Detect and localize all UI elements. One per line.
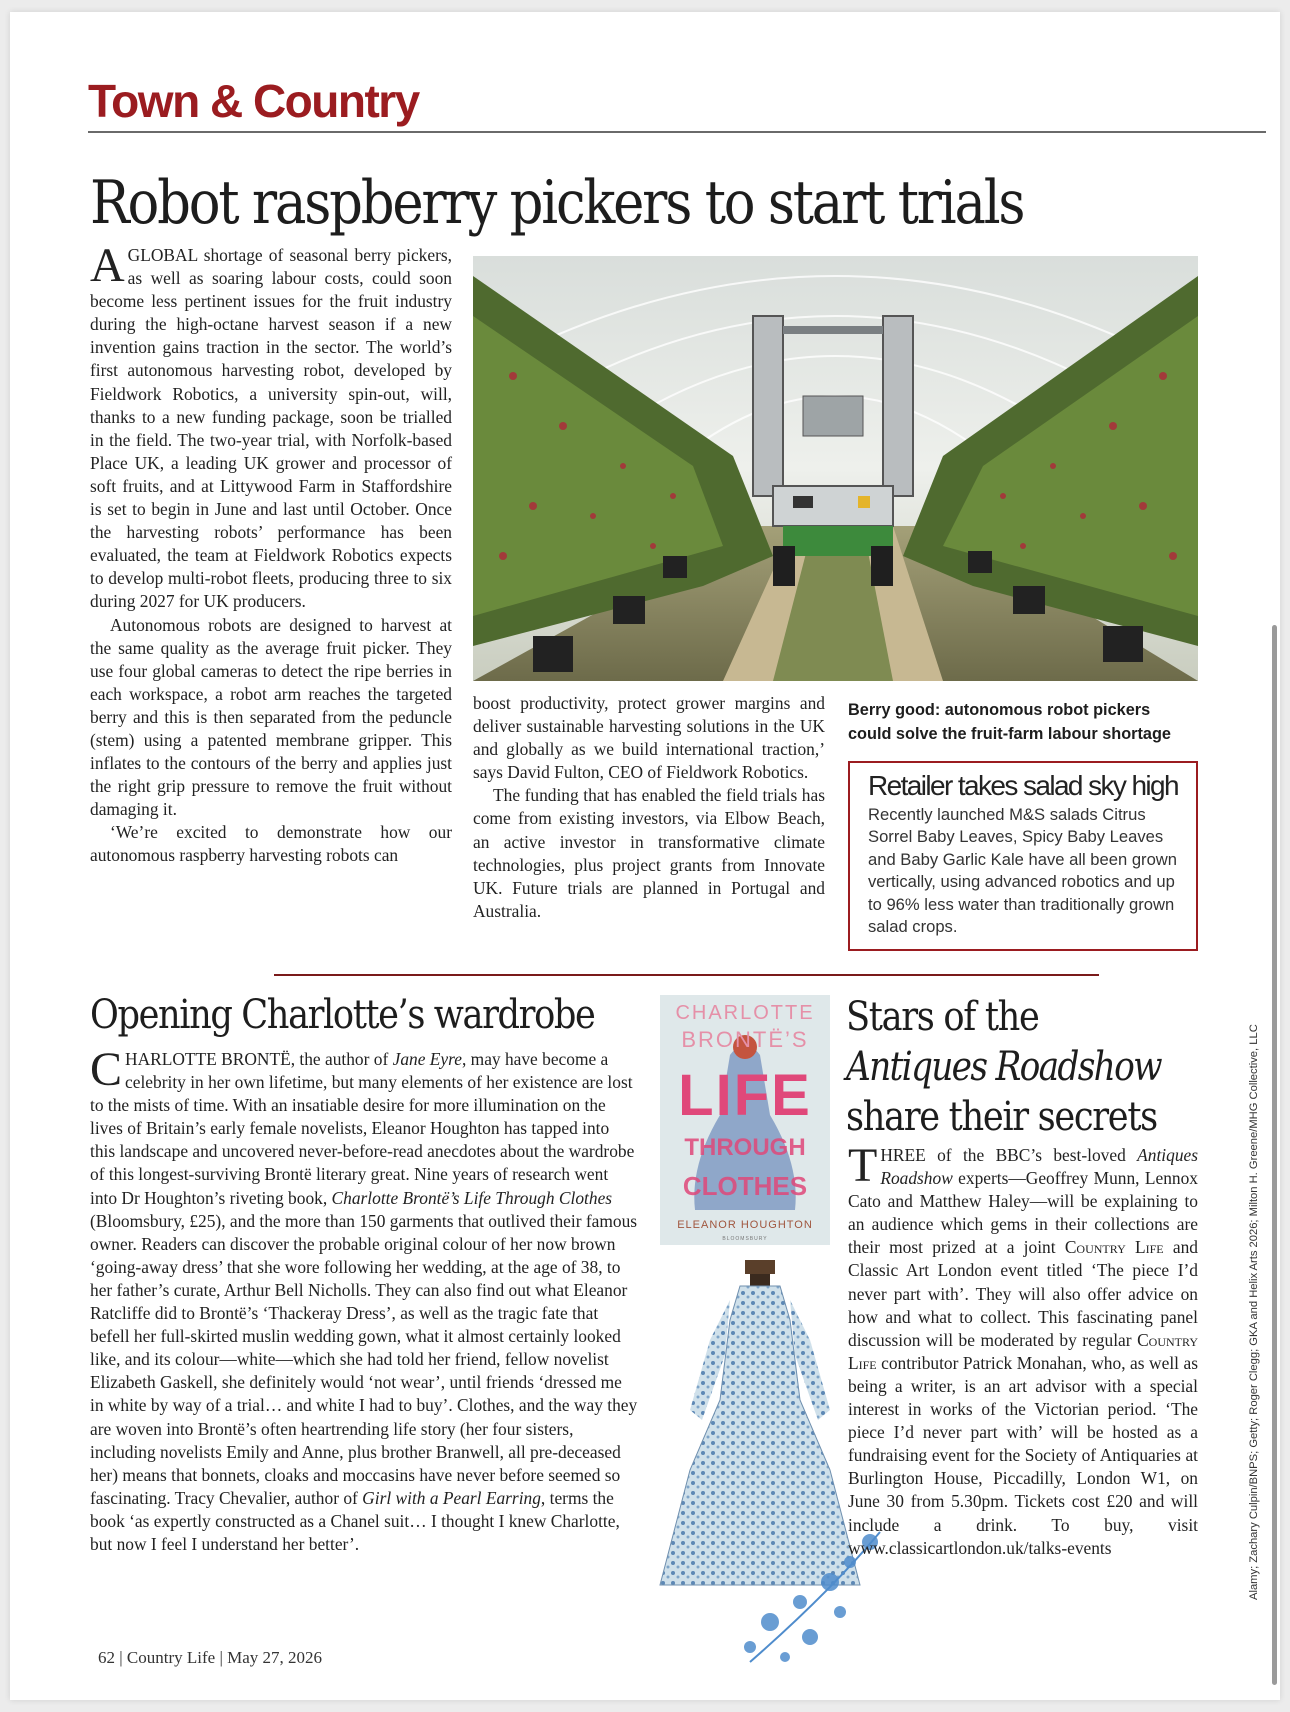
wardrobe-text-4: , terms the book ‘as expertly constructed as a Chanel suit… I thought I knew Charlotte, but now I feel I understand her better’.	[90, 1487, 620, 1554]
book-title-line5: CLOTHES	[682, 1171, 808, 1201]
antiques-text-4: contributor Patrick Monahan, who, as well as being a writer, is an art advisor with a special interest in works of the Victorian period. ‘The piece I’d never part with’ will be hosted as a fundraising event for the Society of Antiquaries at Burlington House, Piccadilly, London W1, on June 30 from 5.30pm. Tickets cost £20 and will include a drink. To buy, visit www.classicartlondon.uk/talks-events	[848, 1352, 1198, 1558]
section-title: Town & Country	[88, 75, 419, 127]
wardrobe-text-1: , the author of	[290, 1049, 393, 1069]
wardrobe-title-pearl-earring: Girl with a Pearl Earring	[362, 1487, 541, 1508]
book-title-line1: CHARLOTTE	[675, 1002, 815, 1024]
antiques-headline-line1: Stars of the	[846, 994, 1039, 1040]
robot-col2-p2: The funding that has enabled the field trials has come from existing investors, via Elbow Beach, an active investor in transformative climate technologies, plus project grants from Innovate UK. Future trials are planned in Portugal and Australia.	[473, 785, 825, 921]
antiques-dropcap: T	[848, 1139, 878, 1192]
wardrobe-article-body	[90, 1043, 638, 1556]
antiques-headline-line2: Antiques Roadshow	[846, 1044, 1161, 1090]
robot-col1-p3: ‘We’re excited to demonstrate how our autonomous raspberry harvesting robots can	[90, 822, 452, 866]
wardrobe-text-3: (Bloomsbury, £25), and the more than 150 garments that outlived their famous owner. Readers can discover the probable original colour of her now brown ‘going-away dress’ that she wore following her wedding, at the age of 38, to her father’s curate, Arthur Bell Nicholls. They can also find out what Eleanor Ratcliffe did to Brontë’s ‘Thackeray Dress’, as well as the tragic fate that befell her full-skirted muslin wedding gown, what it almost certainly looked like, and its colour—white—which she had told her friend, fellow novelist Elizabeth Gaskell, she definitely would ‘not wear’, until friends ‘dressed me in white by way of a trial… and white I had to buy’. Clothes, and the way they are woven into Brontë’s often heartrending life story (her four sisters, including novelists Emily and Anne, plus brother Branwell, all pre-deceased her) means that bonnets, cloaks and moccasins have never before seemed so fascinating. Tracy Chevalier, author of	[90, 1210, 638, 1508]
page-footer: 62 | Country Life | May 27, 2026	[98, 1648, 323, 1667]
robot-photo-illustration	[473, 256, 1198, 681]
robot-photo	[473, 256, 1198, 681]
book-title-line4: THROUGH	[684, 1134, 806, 1161]
antiques-text-2: experts—Geoffrey Munn, Lennox Cato and Matthew Haley—will be explaining to an audience which gems in their collections are their most prized at a joint	[848, 1168, 1198, 1258]
header-divider	[88, 131, 1266, 133]
section-divider	[274, 974, 1099, 976]
wardrobe-lead-caps: HARLOTTE BRONTË	[125, 1049, 291, 1069]
wardrobe-text-2: , may have become a celebrity in her own lifetime, but many elements of her existence are lost to the mists of time. With an insatiable desire for more illumination on the lives of Britain’s early female novelists, Eleanor Houghton has tapped into this landscape and uncovered never-before-read anecdotes about the wardrobe of this longest-surviving Brontë literary great. Nine years of research went into Dr Houghton’s riveting book,	[90, 1049, 635, 1208]
book-title-line2: BRONTË’S	[681, 1027, 809, 1052]
antiques-headline-line3: share their secrets	[846, 1094, 1157, 1140]
robot-col1-p1: GLOBAL shortage of seasonal berry pickers, as well as soaring labour costs, could soon become less pertinent issues for the fruit industry during the high-octane harvest season if a new invention gains traction in the sector. The world’s first autonomous harvesting robot, developed by Fieldwork Robotics, a university spin-out, will, thanks to a new funding package, soon be trialled in the field. The two-year trial, with Norfolk-based Place UK, a leading UK grower and processor of soft fruits, and at Littywood Farm in Staffordshire is set to begin in June and last until October. Once the harvesting robots’ performance has been evaluated, the team at Fieldwork Robotics expects to develop multi-robot fleets, producing three to six during 2027 for UK producers.	[90, 245, 452, 612]
robot-article-col1	[90, 239, 452, 868]
antiques-article-body	[848, 1139, 1198, 1560]
wardrobe-title-book: Charlotte Brontë’s Life Through Clothes	[331, 1187, 613, 1208]
robot-dropcap: A	[90, 239, 125, 292]
salad-sidebar-box	[848, 761, 1198, 951]
robot-col1-p2: Autonomous robots are designed to harvest at the same quality as the average fruit picker. They use four global cameras to detect the ripe berries in each workspace, a robot arm reaches the targeted berry and this is then separated from the peduncle (stem) using a patented membrane gripper. This inflates to the contours of the berry and applies just the right grip pressure to remove the fruit without damaging it.	[90, 614, 452, 820]
wardrobe-dropcap: C	[90, 1043, 123, 1096]
robot-col2-p1: boost productivity, protect grower margins and deliver sustainable harvesting solutions in the UK and globally as we build international traction,’ says David Fulton, CEO of Fieldwork Robotics.	[473, 693, 825, 783]
antiques-text-1: of the BBC’s best-loved	[925, 1145, 1138, 1165]
antiques-title-roadshow: Antiques Roadshow	[880, 1145, 1198, 1189]
antiques-country-life-2: Country Life	[848, 1329, 1198, 1373]
wardrobe-title-jane-eyre: Jane Eyre	[392, 1049, 462, 1069]
wardrobe-headline: Opening Charlotte’s wardrobe	[90, 992, 595, 1038]
book-cover-image	[660, 995, 830, 1245]
book-author: ELEANOR HOUGHTON	[677, 1219, 813, 1231]
robot-photo-caption: Berry good: autonomous robot pickers could solve the fruit-farm labour shortage	[848, 701, 1171, 743]
photo-credit: Alamy; Zachary Culpin/BNPS; Getty; Roger Clegg; GKA and Helix Arts 2026; Milton H. Greene/MHG Collective, LLC	[1248, 1024, 1260, 1600]
sidebar-title: Retailer takes salad sky high	[868, 770, 1178, 801]
book-title-line3: LIFE	[678, 1063, 812, 1128]
scrollbar-thumb[interactable]	[1272, 625, 1277, 1685]
antiques-lead-caps: HREE	[880, 1145, 926, 1165]
antiques-text-3: and Classic Art London event titled ‘The piece I’d never part with’. They will also offer advice on how and what to collect. This fascinating panel discussion will be moderated by regular	[848, 1237, 1198, 1350]
antiques-country-life-1: Country Life	[1064, 1237, 1164, 1258]
robot-article-col2	[473, 692, 825, 923]
magazine-page	[10, 12, 1280, 1700]
book-cover-illustration	[660, 995, 830, 1245]
robot-headline: Robot raspberry pickers to start trials	[90, 168, 1024, 238]
sidebar-body: Recently launched M&S salads Citrus Sorrel Baby Leaves, Spicy Baby Leaves and Baby Garlic Kale have all been grown vertically, using advanced robotics and up to 96% less water than traditionally grown salad crops.	[868, 805, 1178, 937]
book-publisher: BLOOMSBURY	[722, 1236, 768, 1242]
